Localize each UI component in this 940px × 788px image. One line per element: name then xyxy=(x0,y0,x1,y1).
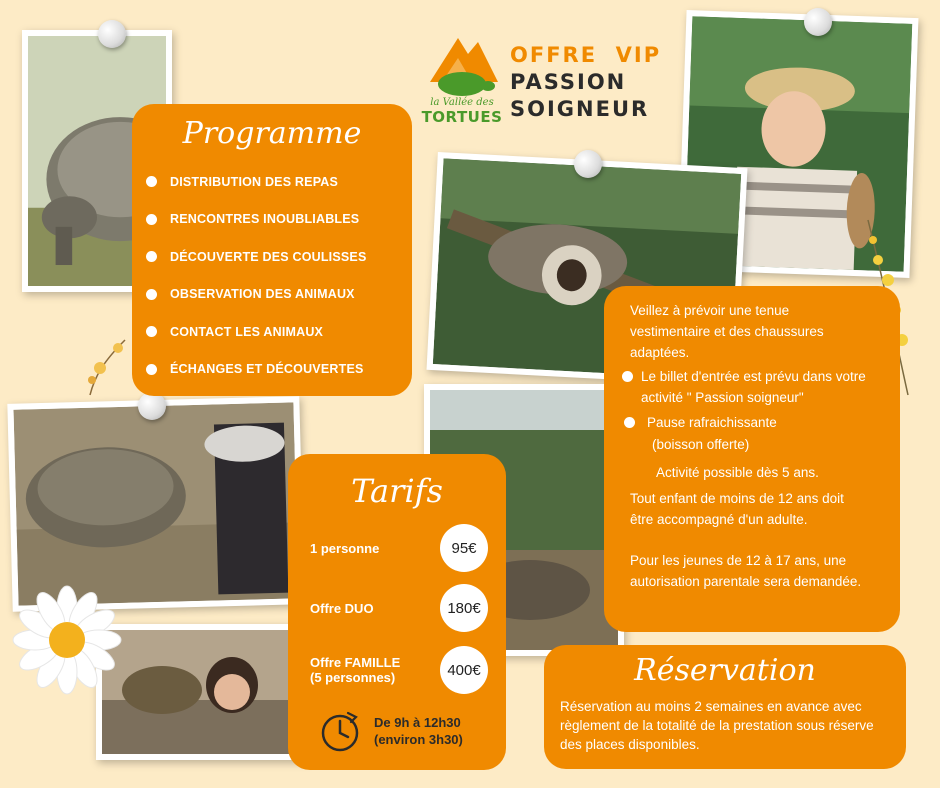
info-line-billet: Le billet d'entrée est prévu dans votre activité " Passion soigneur" xyxy=(622,366,892,408)
list-item: OBSERVATION DES ANIMAUX xyxy=(146,276,367,314)
programme-heading: Programme xyxy=(182,116,362,151)
bullet-icon xyxy=(622,371,633,382)
bullet-icon xyxy=(146,214,157,225)
pin-left xyxy=(138,392,166,420)
reservation-card xyxy=(544,645,906,769)
list-item: ÉCHANGES ET DÉCOUVERTES xyxy=(146,351,367,389)
list-item: CONTACT LES ANIMAUX xyxy=(146,313,367,351)
info-line-enfant: Tout enfant de moins de 12 ans doit être accompagné d'un adulte. xyxy=(630,491,844,527)
info-line-boisson: (boisson offerte) xyxy=(652,437,750,452)
price-row-duo xyxy=(310,584,488,632)
offer-title xyxy=(510,42,661,123)
schedule xyxy=(318,709,463,753)
info-line-jeunes: Pour les jeunes de 12 à 17 ans, une autorisation parentale sera demandée. xyxy=(630,553,862,589)
tarifs-card xyxy=(288,454,506,770)
price-label-famille: Offre FAMILLE (5 personnes) xyxy=(310,655,401,685)
small-flowers-sprig xyxy=(70,320,140,400)
logo-text-line1: la Vallée des xyxy=(430,97,494,108)
info-line-tenue: Veillez à prévoir une tenue vestimentaire et des chaussures adaptées. xyxy=(630,303,824,360)
pin-top-left xyxy=(98,20,126,48)
list-item: DÉCOUVERTE DES COULISSES xyxy=(146,238,367,276)
bullet-icon xyxy=(146,176,157,187)
list-item: DISTRIBUTION DES REPAS xyxy=(146,163,367,201)
price-value-single: 95€ xyxy=(440,524,488,572)
price-row-single xyxy=(310,524,488,572)
price-row-famille xyxy=(310,646,488,694)
tortoise-logo-icon xyxy=(420,32,504,96)
schedule-hours: De 9h à 12h30 xyxy=(374,715,461,730)
list-item: RENCONTRES INOUBLIABLES xyxy=(146,201,367,239)
info-line-pause: Pause rafraichissante xyxy=(624,412,777,433)
bullet-icon xyxy=(146,251,157,262)
bullet-icon xyxy=(146,326,157,337)
pin-top-right xyxy=(804,8,832,36)
offer-title-soigneur: SOIGNEUR xyxy=(510,97,650,121)
bullet-icon xyxy=(624,417,635,428)
programme-card xyxy=(132,104,412,396)
price-value-duo: 180€ xyxy=(440,584,488,632)
info-card xyxy=(604,286,900,632)
price-label-duo: Offre DUO xyxy=(310,600,374,616)
bullet-icon xyxy=(146,364,157,375)
photo-tortoise-with-child xyxy=(7,396,304,612)
offer-title-passion: PASSION xyxy=(510,70,627,94)
tarifs-heading: Tarifs xyxy=(351,472,443,510)
clock-icon xyxy=(318,709,362,753)
photo-girl-tortoise xyxy=(96,624,308,760)
offer-title-vip: OFFRE VIP xyxy=(510,43,662,67)
pin-middle xyxy=(574,150,602,178)
price-label-single: 1 personne xyxy=(310,540,380,556)
info-line-age: Activité possible dès 5 ans. xyxy=(656,465,819,480)
reservation-text: Réservation au moins 2 semaines en avance avec règlement de la totalité de la prestation sous réserve des places disponibles. xyxy=(560,699,874,752)
daisy-flower xyxy=(12,585,122,695)
reservation-heading: Réservation xyxy=(634,653,816,688)
brand-logo xyxy=(420,32,504,124)
logo-text-line2: TORTUES xyxy=(421,108,503,126)
schedule-duration: (environ 3h30) xyxy=(374,732,463,747)
price-value-famille: 400€ xyxy=(440,646,488,694)
programme-list xyxy=(146,163,367,388)
bullet-icon xyxy=(146,289,157,300)
